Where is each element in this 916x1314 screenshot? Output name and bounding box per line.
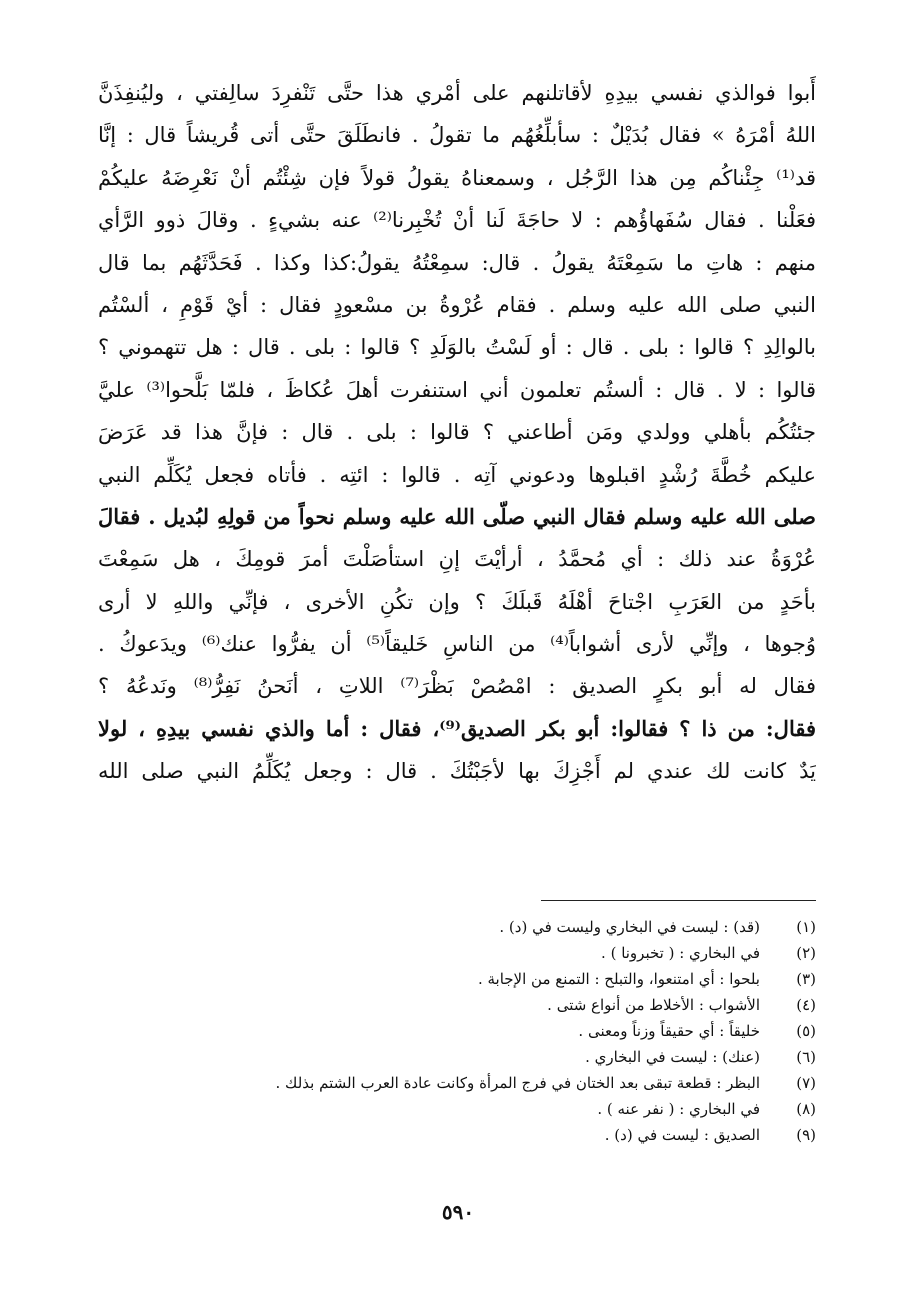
text-line: فعَلْنا . فقال سُفَهاؤُهم : لا حاجَةَ لَنا أنْ تُخْبِرنا⁽²⁾ عنه بشيءٍ . وقالَ ذوو الرَّأي bbox=[98, 208, 816, 233]
footnote-text: (عنك) : ليست في البخاري . bbox=[585, 1048, 760, 1066]
footnote-text: خليقاً : أي حقيقاً وزناً ومعنى . bbox=[578, 1022, 760, 1040]
footnote-text: في البخاري : ( نفر عنه ) . bbox=[597, 1100, 760, 1118]
text-line: منهم : هاتِ ما سَمِعْتَهُ يقولُ . قال: سمِعْتُهُ يقولُ:كذا وكذا . فَحَدَّثَهُم بما قال bbox=[98, 250, 816, 275]
footnote-number: (٨) bbox=[796, 1100, 816, 1118]
footnote-text: (قد) : ليست في البخاري وليست في (د) . bbox=[499, 918, 760, 936]
footnote-number: (٧) bbox=[796, 1074, 816, 1092]
page-number: ٥٩٠ bbox=[441, 1200, 475, 1224]
footnote-text: الصديق : ليست في (د) . bbox=[604, 1126, 760, 1144]
text-line: النبي صلى الله عليه وسلم . فقام عُرْوةُ بن مسْعودٍ فقال : أيْ قَوْمِ ، ألسْتُم bbox=[98, 292, 816, 317]
footnote-text: الأشواب : الأخلاط من أنواع شتى . bbox=[547, 996, 760, 1014]
footnote bbox=[116, 992, 816, 1018]
footnote-number: (١) bbox=[796, 918, 816, 936]
text-line: فقال: من ذا ؟ فقالوا: أبو بكر الصديق⁽⁹⁾، فقال : أما والذي نفسي بيدِهِ ، لولا bbox=[98, 715, 816, 741]
text-line: فقال له أبو بكرٍ الصديق : امْصُصْ بَظْرَ⁽⁷⁾ اللاتِ ، أنَحنُ نَفِرُّ⁽⁸⁾ ونَدعُهُ ؟ bbox=[98, 674, 816, 699]
footnotes-list bbox=[116, 914, 816, 1148]
footnote bbox=[116, 1044, 816, 1070]
footnote-text: في البخاري : ( تخبرونا ) . bbox=[601, 944, 760, 962]
footnote-number: (٣) bbox=[796, 970, 816, 988]
footnote bbox=[116, 966, 816, 992]
text-line: قالوا : لا . قال : ألستُم تعلمون أني استنفرت أهلَ عُكاظَ ، فلمّا بَلَّحوا⁽³⁾ عليَّ bbox=[98, 377, 816, 402]
text-line: بالوالِدِ ؟ قالوا : بلى . قال : أو لَسْتُ بالوَلَدِ ؟ قالوا : بلى . قال : هل تتهموني ؟ bbox=[98, 335, 816, 360]
text-line: اللهُ أمْرَهُ » فقال بُدَيْلٌ : سأبلِّغُهُم ما تقولُ . فانطَلَقَ حتَّى أتى قُريشاً قال : إنَّا bbox=[98, 123, 816, 148]
footnote bbox=[116, 1122, 816, 1148]
footnote-number: (٦) bbox=[796, 1048, 816, 1066]
footnote bbox=[116, 914, 816, 940]
text-line: بأحَدٍ من العَرَبِ اجْتاحَ أهْلَهُ قَبلَكَ ؟ وإن تكُنِ الأخرى ، فإنِّي واللهِ لا أرى bbox=[98, 589, 816, 614]
text-line: جئتُكُم بأهلي وولدي ومَن أطاعني ؟ قالوا : بلى . قال : فإنَّ هذا قد عَرَضَ bbox=[98, 420, 816, 445]
text-line: يَدٌ كانت لك عندي لم أَجْزِكَ بها لأجَبْتُكَ . قال : وجعل يُكَلِّمُ النبي صلى الله bbox=[98, 759, 816, 784]
footnote bbox=[116, 1070, 816, 1096]
footnote-number: (٥) bbox=[796, 1022, 816, 1040]
footnote-separator bbox=[541, 900, 816, 901]
footnote bbox=[116, 1018, 816, 1044]
footnote-number: (٤) bbox=[796, 996, 816, 1014]
text-line: عُرْوَةُ عند ذلك : أي مُحمَّدُ ، أرأيْتَ إنِ استأصَلْتَ أمرَ قومِكَ ، هل سَمِعْتَ bbox=[98, 547, 816, 572]
text-line: وُجوها ، وإنِّي لأرى أشواباً⁽⁴⁾ من الناسِ خَليقاً⁽⁵⁾ أن يفرُّوا عنك⁽⁶⁾ ويدَعوكُ . bbox=[98, 632, 816, 657]
footnote-number: (٢) bbox=[796, 944, 816, 962]
text-line: عليكم خُطَّةَ رُشْدٍ اقبلوها ودعوني آتِه . قالوا : ائتِه . فأتاه فجعل يُكَلِّم النبي bbox=[98, 462, 816, 487]
text-line: أَبوا فوالذي نفسي بيدِهِ لأقاتلنهم على أمْري هذا حتَّى تَنْفرِدَ سالِفتي ، وليُنفِذَنَّ bbox=[98, 81, 816, 105]
footnote-text: بلحوا : أي امتنعوا، والتبلح : التمنع من الإجابة . bbox=[477, 970, 760, 988]
footnote bbox=[116, 940, 816, 966]
text-line: صلى الله عليه وسلم فقال النبي صلّى الله عليه وسلم نحواً من قولِهِ لبُديل . فقالَ bbox=[98, 503, 816, 529]
footnote-number: (٩) bbox=[796, 1126, 816, 1144]
footnote bbox=[116, 1096, 816, 1122]
text-line: قد⁽¹⁾ جِئْناكُم مِن هذا الرَّجُل ، وسمعناهُ يقولُ قولاً فإن شِئْتُم أنْ نَعْرِضَهُ عليكُمْ bbox=[98, 165, 816, 190]
body-text bbox=[98, 72, 816, 793]
footnote-text: البظر : قطعة تبقى بعد الختان في فرج المرأة وكانت عادة العرب الشتم بذلك . bbox=[275, 1074, 760, 1092]
